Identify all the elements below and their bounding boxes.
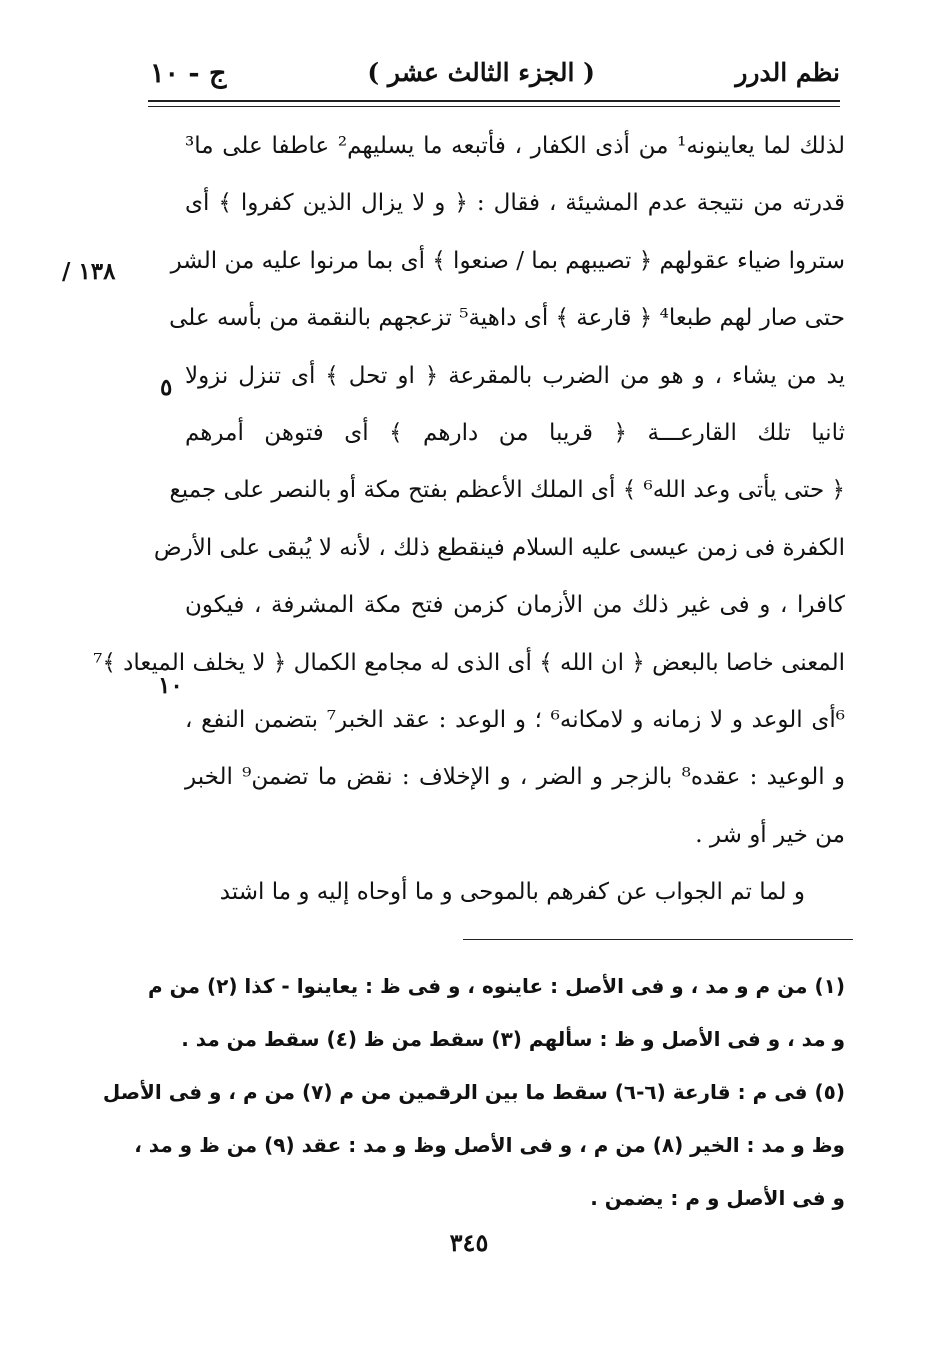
running-header [150,50,840,94]
footnote-line: (١) من م و مد ، و فى الأصل : عاينوه ، و فى ظ : يعاينوا - كذا (٢) من م [148,974,845,998]
text-line: قدرته من نتيجة عدم المشيئة ، فقال : ﴿ و لا يزال الذين كفروا ﴾ أى [185,190,845,217]
text-line: الكفرة فى زمن عيسى عليه السلام فينقطع ذلك ، لأنه لا يُبقى على الأرض [153,534,845,561]
text-line: كافرا ، و فى غير ذلك من الأزمان كزمن فتح مكة المشرفة ، فيكون [185,592,845,619]
text-line: ثانيا تلك القارعـــة ﴿ قريبا من دارهم ﴾ أى فتوهن أمرهم [185,419,845,446]
folio-marker: ١٣٨ / [62,258,116,285]
text-line: يد من يشاء ، و هو من الضرب بالمقرعة ﴿ او تحل ﴾ أى تنزل نزولا [185,362,845,389]
text-line: ⁶أى الوعد و لا زمانه و لامكانه⁶ ؛ و الوعد : عقد الخبر⁷ بتضمن النفع ، [185,706,845,733]
footnote-separator [463,939,853,940]
text-line: ستروا ضياء عقولهم ﴿ تصيبهم بما / صنعوا ﴾ أى بما مرنوا عليه من الشر [170,247,845,274]
page-number: ٣٤٥ [449,1228,489,1257]
footnote-line: و فى الأصل و م : يضمن . [590,1186,845,1210]
header-rule-thin [148,106,840,107]
text-line: المعنى خاصا بالبعض ﴿ ان الله ﴾ أى الذى له مجامع الكمال ﴿ لا يخلف الميعاد ﴾⁷ [93,649,845,676]
footnotes [102,960,845,1225]
footnote-line: و مد ، و فى الأصل و ظ : سألهم (٣) سقط من ظ (٤) سقط من مد . [181,1027,845,1051]
header-rule-thick [148,100,840,102]
footnote-line: وظ و مد : الخير (٨) من م ، و فى الأصل وظ و مد : عقد (٩) من ظ و مد ، [134,1133,845,1157]
text-line: ﴿ حتى يأتى وعد الله⁶ ﴾ أى الملك الأعظم بفتح مكة أو بالنصر على جميع [169,477,845,504]
text-line: حتى صار لهم طبعا⁴ ﴿ قارعة ﴾ أى داهية⁵ تزعجهم بالنقمة من بأسه على [169,305,845,332]
book-title: نظم الدرر [735,58,840,87]
text-line: لذلك لما يعاينونه¹ من أذى الكفار ، فأتبعه ما يسليهم² عاطفا على ما³ [185,133,845,159]
text-line: من خير أو شر . [695,821,845,848]
volume-number: ج - ١٠ [150,58,227,89]
footnote-line: (٥) فى م : قارعة (٦-٦) سقط ما بين الرقمين من م (٧) من م ، و فى الأصل [102,1080,845,1104]
line-number-5: ٥ [160,374,173,401]
line-number-10: ١٠ [158,672,183,699]
text-line: و لما تم الجواب عن كفرهم بالموحى و ما أوحاه إليه و ما اشتد [219,879,805,906]
text-line: و الوعيد : عقده⁸ بالزجر و الضر ، و الإخلاف : نقض ما تضمن⁹ الخبر [185,764,845,791]
part-title: ( الجزء الثالث عشر ) [367,58,595,87]
